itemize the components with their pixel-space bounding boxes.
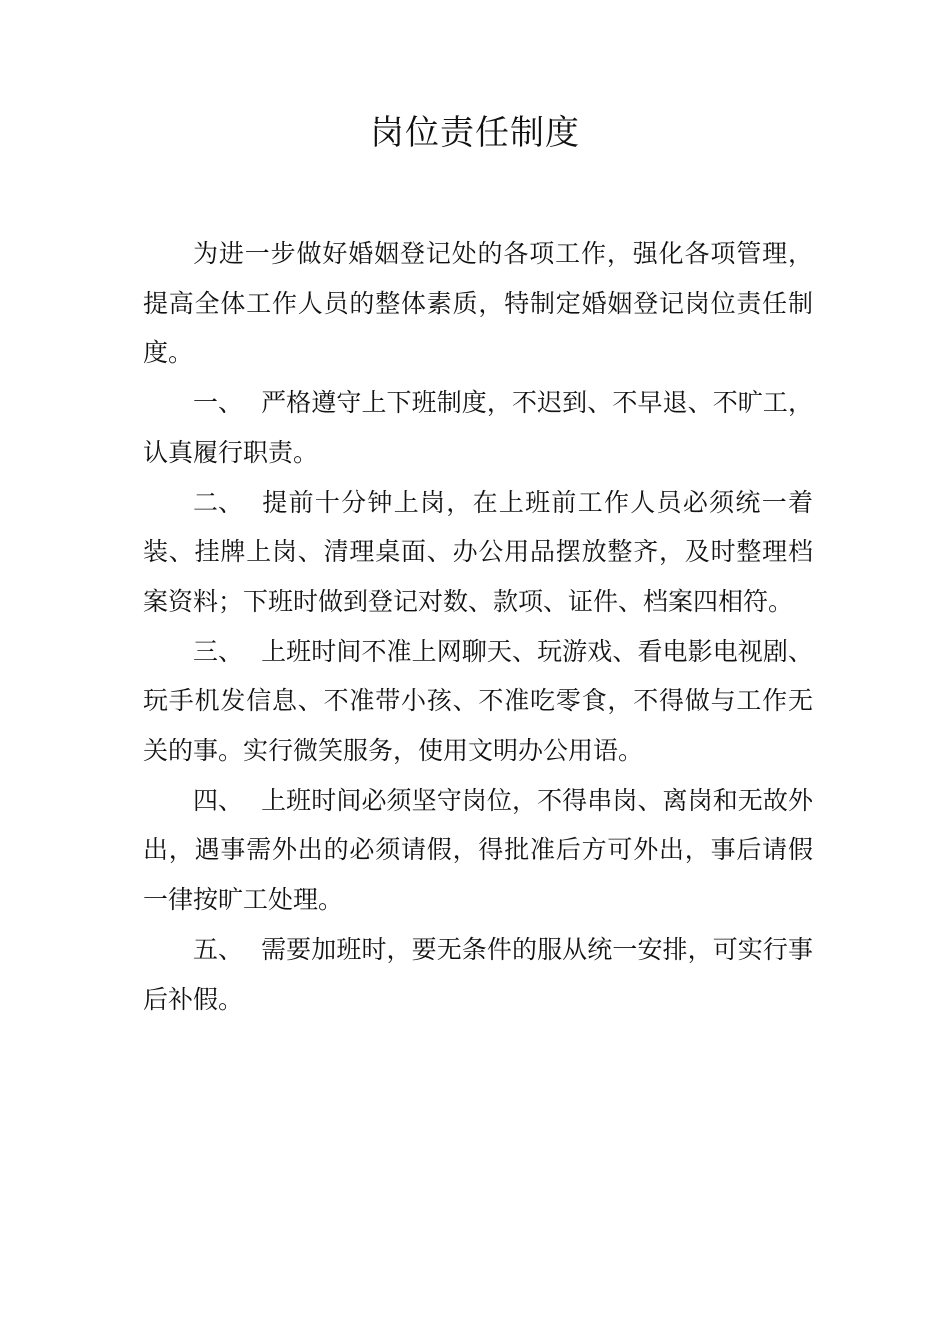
rule-text: 严格遵守上下班制度，不迟到、不早退、不旷工，认真履行职责。 xyxy=(143,388,813,467)
rule-item-1 xyxy=(143,378,813,477)
rule-text: 需要加班时，要无条件的服从统一安排，可实行事后补假。 xyxy=(143,934,813,1014)
rule-item-3 xyxy=(143,627,813,776)
rule-text: 上班时间必须坚守岗位，不得串岗、离岗和无故外出，遇事需外出的必须请假，得批准后方可外出，事后请假一律按旷工处理。 xyxy=(143,785,813,915)
rule-number: 五、 xyxy=(193,934,244,964)
rule-item-4 xyxy=(143,776,813,925)
rule-number: 三、 xyxy=(193,636,244,666)
rule-text: 提前十分钟上岗，在上班前工作人员必须统一着装、挂牌上岗、清理桌面、办公用品摆放整齐，及时整理档案资料；下班时做到登记对数、款项、证件、档案四相符。 xyxy=(143,487,813,616)
rule-text: 上班时间不准上网聊天、玩游戏、看电影电视剧、玩手机发信息、不准带小孩、不准吃零食，不得做与工作无关的事。实行微笑服务，使用文明办公用语。 xyxy=(143,636,813,766)
rule-number: 一、 xyxy=(193,388,244,418)
page-title: 岗位责任制度 xyxy=(370,113,580,153)
rule-item-2 xyxy=(143,478,813,627)
rule-number: 二、 xyxy=(193,487,244,517)
rule-number: 四、 xyxy=(193,785,244,815)
rule-item-5 xyxy=(143,925,813,1024)
document-body xyxy=(143,229,813,1024)
intro-paragraph: 为进一步做好婚姻登记处的各项工作，强化各项管理，提高全体工作人员的整体素质，特制定婚姻登记岗位责任制度。 xyxy=(143,239,813,368)
